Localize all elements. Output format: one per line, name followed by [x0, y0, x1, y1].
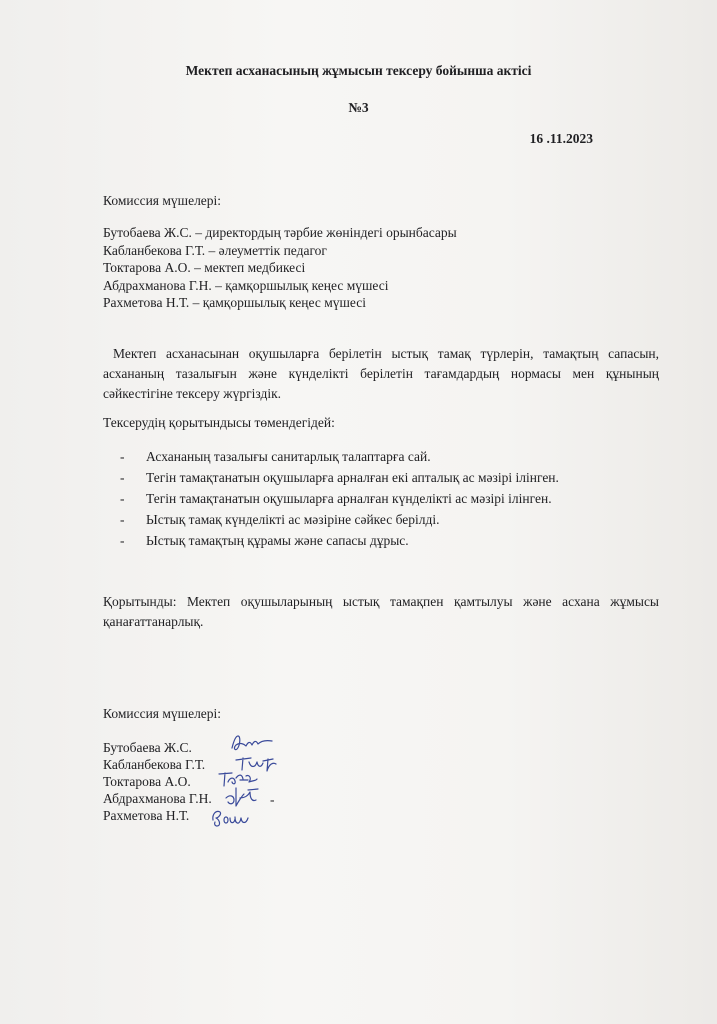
bullet-dash: -: [120, 512, 125, 527]
signer-name: Абдрахманова Г.Н.: [103, 791, 212, 806]
commission-members-list: [103, 224, 457, 312]
document-date: 16 .11.2023: [529, 131, 593, 146]
document-number: №3: [348, 100, 369, 115]
commission-heading: Комиссия мүшелері:: [103, 193, 222, 208]
bullet-dash: -: [120, 533, 125, 548]
conclusion-paragraph: Қорытынды: Мектеп оқушыларының ыстық тамақпен қамтылуы және асхана жұмысы қанағаттанарлық.: [103, 594, 659, 629]
commission-member: Кабланбекова Г.Т. – әлеуметтік педагог: [103, 242, 327, 258]
signature-trailing-mark: -: [270, 792, 275, 807]
result-item: - Асхананың тазалығы санитарлық талаптарға сай.: [120, 446, 559, 467]
signatures-heading: Комиссия мүшелері:: [103, 706, 222, 721]
signature-1-icon: [228, 732, 276, 754]
signer-name: Рахметова Н.Т.: [103, 808, 190, 823]
commission-member: Абдрахманова Г.Н. – қамқоршылық кеңес мүшесі: [103, 277, 389, 293]
signer-name: Токтарова А.О.: [103, 774, 191, 789]
signer-name: Бутобаева Ж.С.: [103, 740, 192, 755]
commission-member: Бутобаева Ж.С. – директордың тәрбие жөніндегі орынбасары: [103, 225, 457, 240]
results-heading: Тексерудің қорытындысы төмендегідей:: [103, 415, 335, 430]
result-item: - Ыстық тамақ күнделікті ас мәзіріне сәйкес берілді.: [120, 509, 559, 530]
result-item: - Тегін тамақтанатын оқушыларға арналған күнделікті ас мәзірі ілінген.: [120, 488, 559, 509]
bullet-dash: -: [120, 491, 125, 506]
commission-member: Токтарова А.О. – мектеп медбикесі: [103, 260, 306, 275]
document-title: Мектеп асханасының жұмысын тексеру бойынша актісі: [185, 63, 532, 78]
bullet-dash: -: [120, 470, 125, 485]
result-item: - Тегін тамақтанатын оқушыларға арналған екі апталық ас мәзірі ілінген.: [120, 467, 559, 488]
result-item: - Ыстық тамақтың құрамы және сапасы дұрыс.: [120, 530, 559, 551]
signers-list: [103, 739, 212, 824]
bullet-dash: -: [120, 449, 125, 464]
results-list: [120, 446, 559, 551]
signature-5-icon: [208, 806, 252, 830]
inspection-paragraph: Мектеп асханасынан оқушыларға берілетін ыстық тамақ түрлерін, тамақтың сапасын, асхананың тазалығын және күнделікті берілетін тағамдардың нормасы мен құнының сәйкестігіне тексеру жүргіздік.: [103, 346, 659, 401]
commission-member: Рахметова Н.Т. – қамқоршылық кеңес мүшесі: [103, 295, 366, 310]
signer-name: Кабланбекова Г.Т.: [103, 757, 206, 772]
